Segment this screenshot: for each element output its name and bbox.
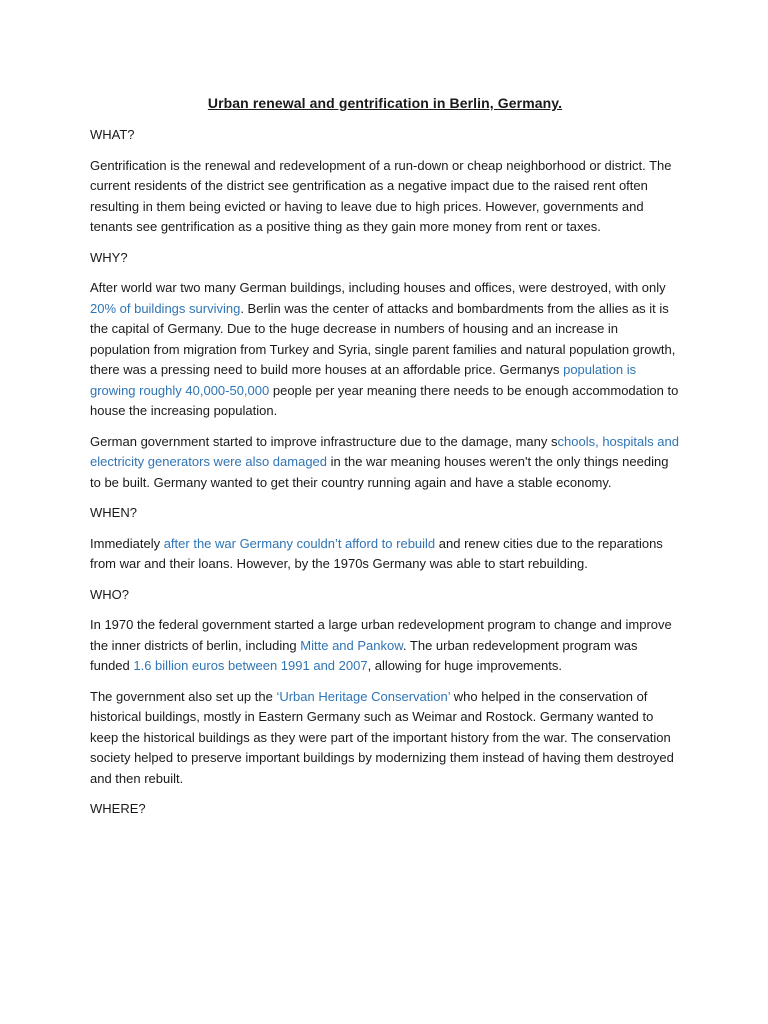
paragraph-text: Immediately (90, 535, 164, 551)
paragraph-text: who helped in the conservation of historical buildings, mostly in Eastern Germany such as Weimar and Rostock. Germany wanted to keep the historical buildings as they were part of the important history from the war. The conservation society helped to preserve important buildings by modernizing them instead of having them destroyed and then rebuilt. (90, 688, 674, 786)
section-heading: WHERE? (90, 801, 146, 816)
paragraph (90, 432, 680, 494)
paragraph (90, 278, 680, 422)
section-heading: WHEN? (90, 505, 137, 520)
paragraph-text: After world war two many German buildings, including houses and offices, were destroyed, with only (90, 280, 666, 295)
document-body (90, 125, 680, 820)
hyperlink[interactable]: Mitte and Pankow (300, 637, 403, 653)
paragraph-text: , allowing for huge improvements. (367, 658, 562, 673)
paragraph-text: . Berlin was the center of attacks and bombardments from the allies as it is the capital of Germany. Due to the huge decrease in numbers of housing and an increase in population from migration from Turkey and Syria, single parent families and natural population growth, there was a pressing need to build more houses at an affordable price. Germanys (90, 300, 676, 377)
paragraph (90, 156, 680, 238)
hyperlink[interactable]: 20% of buildings surviving (90, 300, 241, 316)
paragraph-text: German government started to improve infrastructure due to the damage, many s (90, 433, 558, 449)
section-heading: WHAT? (90, 127, 135, 142)
paragraph (90, 534, 680, 575)
document-title: Urban renewal and gentrification in Berlin, Germany. (207, 95, 563, 111)
paragraph-text: In 1970 the federal government started a large urban redevelopment program to change and improve the inner districts of berlin, including (90, 617, 672, 653)
hyperlink[interactable]: 1.6 billion euros between 1991 and 2007 (133, 658, 368, 673)
paragraph-text: in the war meaning houses weren't the only things needing to be built. Germany wanted to get their country running again and have a stable economy. (90, 454, 669, 490)
hyperlink[interactable]: after the war Germany couldn’t afford to rebuild (163, 535, 436, 551)
paragraph (90, 687, 680, 790)
hyperlink[interactable]: chools, hospitals and electricity generators were also damaged (90, 433, 679, 469)
paragraph-text: . The urban redevelopment program was funded (90, 637, 638, 673)
paragraph-text: and renew cities due to the reparations from war and their loans. However, by the 1970s Germany was able to start rebuilding. (90, 535, 663, 571)
hyperlink[interactable]: ‘Urban Heritage Conservation’ (276, 688, 451, 704)
paragraph-text: people per year meaning there needs to be enough accommodation to house the increasing population. (90, 382, 679, 418)
paragraph-text: Gentrification is the renewal and redevelopment of a run-down or cheap neighborhood or district. The current residents of the district see gentrification as a negative impact due to the raised rent often resulting in them being evicted or having to leave due to high prices. However, governments and tenants see gentrification as a positive thing as they gain more money from rent or taxes. (90, 157, 672, 234)
paragraph-text: The government also set up the (90, 688, 277, 704)
hyperlink[interactable]: population is growing roughly 40,000-50,000 (90, 362, 637, 398)
paragraph (90, 615, 680, 677)
section-heading: WHY? (90, 249, 128, 265)
section-heading: WHO? (90, 586, 129, 602)
